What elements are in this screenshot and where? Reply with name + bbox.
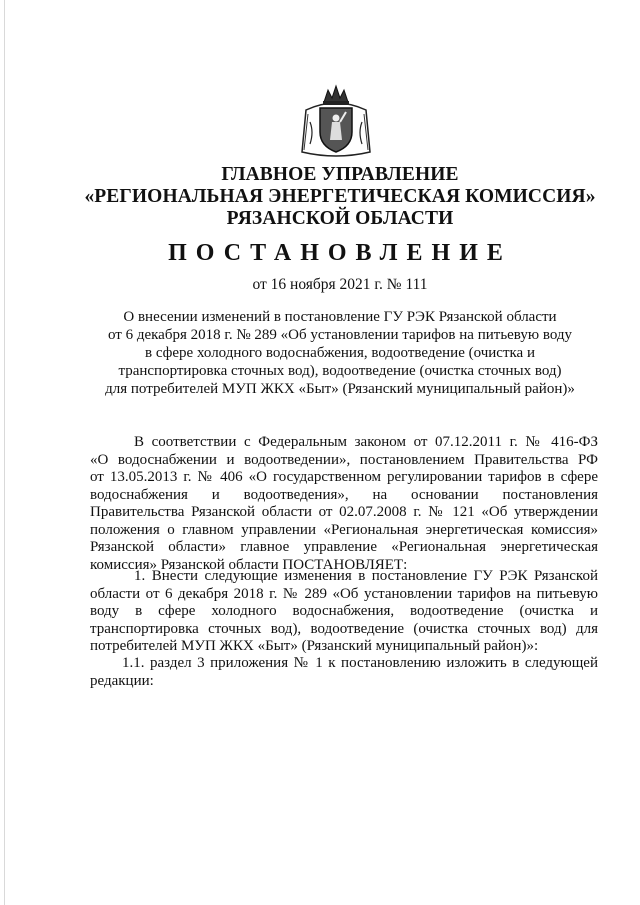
- paragraph-line: редакции:: [90, 672, 154, 689]
- paragraph-line: транспортировка сточных вод), водоотведение (очистка сточных вод) для: [90, 620, 598, 637]
- paragraph-line: комиссия» Рязанской области ПОСТАНОВЛЯЕТ:: [90, 556, 408, 573]
- subject-line: для потребителей МУП ЖКХ «Быт» (Рязанский муниципальный район)»: [105, 381, 575, 397]
- paragraph-line: «О водоснабжении и водоотведении», постановлением Правительства РФ: [90, 451, 598, 468]
- paragraph-line: 1. Внести следующие изменения в постановление ГУ РЭК Рязанской: [134, 568, 598, 584]
- paragraph-line: воду в сфере холодного водоснабжения, водоотведение (очистка и: [90, 603, 598, 619]
- org-name-line1: ГЛАВНОЕ УПРАВЛЕНИЕ: [221, 164, 459, 185]
- paragraph-line: потребителей МУП ЖКХ «Быт» (Рязанский муниципальный район)»:: [90, 638, 539, 654]
- paragraph-line: 1.1. раздел 3 приложения № 1 к постановлению изложить в следующей: [122, 655, 598, 671]
- paragraph-line: Рязанской области» главное управление «Региональная энергетическая: [90, 539, 598, 555]
- subject-line: О внесении изменений в постановление ГУ РЭК Рязанской области: [123, 309, 557, 325]
- subject-line: в сфере холодного водоснабжения, водоотведение (очистка и: [145, 345, 535, 361]
- document-subject: [60, 308, 620, 398]
- ryazan-coat-of-arms-icon: [296, 82, 376, 162]
- paragraph-line: области от 6 декабря 2018 г. № 289 «Об установлении тарифов на питьевую: [90, 585, 598, 602]
- item-1-1-paragraph: [90, 655, 598, 690]
- paragraph-line: Правительства Рязанской области от 02.07.2008 г. № 121 «Об утверждении: [90, 504, 598, 520]
- preamble-paragraph: [90, 434, 598, 574]
- paragraph-line: В соответствии с Федеральным законом от 07.12.2011 г. № 416-ФЗ: [134, 434, 598, 450]
- org-name-line2: «РЕГИОНАЛЬНАЯ ЭНЕРГЕТИЧЕСКАЯ КОМИССИЯ»: [84, 186, 596, 207]
- paragraph-line: водоснабжения и водоотведения», на основании постановления: [90, 486, 598, 503]
- subject-line: от 6 декабря 2018 г. № 289 «Об установлении тарифов на питьевую воду: [107, 327, 573, 343]
- item-1-paragraph: [90, 568, 598, 656]
- document-date-number: от 16 ноября 2021 г. № 111: [252, 276, 428, 293]
- scan-edge-line: [4, 0, 5, 905]
- paragraph-line: от 13.05.2013 г. № 406 «О государственном регулировании тарифов в сфере: [90, 469, 598, 485]
- paragraph-line: положения о главном управлении «Региональная энергетическая комиссия»: [90, 521, 598, 538]
- document-type-title: ПОСТАНОВЛЕНИЕ: [168, 240, 512, 266]
- subject-line: транспортировка сточных вод), водоотведение (очистка сточных вод): [118, 363, 562, 379]
- org-name-line3: РЯЗАНСКОЙ ОБЛАСТИ: [226, 208, 454, 229]
